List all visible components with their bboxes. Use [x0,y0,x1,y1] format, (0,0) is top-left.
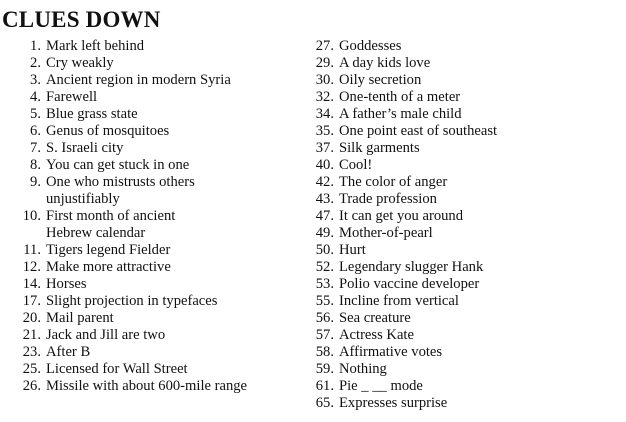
clue-item [312,361,497,378]
clue-number: 4. [30,89,41,105]
clue-text: Jack and Jill are two [46,327,166,343]
clue-item [312,395,497,412]
clue-number: 20. [22,310,41,326]
clue-text: Cool! [339,157,373,173]
clue-text: One-tenth of a meter [339,89,461,105]
clue-text: Polio vaccine developer [339,276,480,292]
clue-number: 30. [315,72,334,88]
clue-item [312,157,497,174]
clue-text: Affirmative votes [339,344,443,360]
clue-text: Hurt [339,242,366,258]
clue-number: 2. [30,55,41,71]
clue-text: Horses [46,276,87,292]
clue-number: 23. [22,344,41,360]
clue-item [312,140,497,157]
clue-number: 1. [30,38,41,54]
clue-number: 8. [30,157,41,173]
clue-text: Mother-of-pearl [339,225,433,241]
clue-text: Farewell [46,89,98,105]
clue-number: 49. [315,225,334,241]
clue-text: Missile with about 600-mile range [46,378,248,394]
clue-number: 6. [30,123,41,139]
clue-number: 32. [315,89,334,105]
clue-item [312,38,497,55]
clue-item [312,344,497,361]
clue-number: 52. [315,259,334,275]
clue-item [18,140,247,157]
clue-text: Tigers legend Fielder [46,242,171,258]
clue-item [18,361,247,378]
clue-number: 42. [315,174,334,190]
clue-number: 57. [315,327,334,343]
clue-number: 17. [22,293,41,309]
clue-item [18,242,247,259]
clue-text: Blue grass state [46,106,138,122]
clue-item [18,55,247,72]
clue-number: 29. [315,55,334,71]
clue-number: 7. [30,140,41,156]
clue-item [18,344,247,361]
clue-item [312,106,497,123]
clue-text: Sea creature [339,310,411,326]
clue-number: 50. [315,242,334,258]
clue-number: 43. [315,191,334,207]
clue-text: Silk garments [339,140,420,156]
clue-item [18,259,247,276]
clue-item [312,259,497,276]
clue-item [312,225,497,242]
clue-text: A day kids love [339,55,431,71]
clue-number: 61. [315,378,334,394]
clue-item [18,378,247,395]
clue-text: The color of anger [339,174,448,190]
clue-item [18,123,247,140]
clue-item [18,157,247,174]
clue-text: Legendary slugger Hank [339,259,484,275]
clue-text: Mail parent [46,310,114,326]
clue-number: 55. [315,293,334,309]
clue-text: Actress Kate [339,327,414,343]
clue-text: Make more attractive [46,259,171,275]
clue-item [312,208,497,225]
clue-text: Nothing [339,361,387,377]
clue-item [312,191,497,208]
clue-text: Pie _ __ mode [339,378,423,394]
clue-number: 40. [315,157,334,173]
clue-text: One who mistrusts others unjustifiably [46,174,195,207]
clue-number: 27. [315,38,334,54]
clue-item [312,72,497,89]
clue-item [18,310,247,327]
clue-item [18,293,247,310]
clue-text: Trade profession [339,191,437,207]
clue-item [312,378,497,395]
clue-number: 37. [315,140,334,156]
clue-number: 65. [315,395,334,411]
clue-number: 35. [315,123,334,139]
clue-item [18,327,247,344]
clue-item [312,276,497,293]
clue-number: 34. [315,106,334,122]
clue-item [18,106,247,123]
clue-number: 53. [315,276,334,292]
clue-item [18,89,247,106]
clue-item [18,208,247,242]
clue-text: Cry weakly [46,55,114,71]
clue-number: 14. [22,276,41,292]
clue-text: Incline from vertical [339,293,459,309]
clue-number: 3. [30,72,41,88]
clue-number: 21. [22,327,41,343]
clue-item [312,310,497,327]
clue-text: Ancient region in modern Syria [46,72,231,88]
clue-text: Expresses surprise [339,395,448,411]
clue-number: 5. [30,106,41,122]
right-clue-column [312,38,497,412]
clue-item [312,174,497,191]
clue-text: Mark left behind [46,38,145,54]
clue-item [312,55,497,72]
clue-text: One point east of southeast [339,123,498,139]
left-clue-column [18,38,247,395]
clue-number: 9. [30,174,41,190]
clue-number: 58. [315,344,334,360]
clue-text: First month of ancient Hebrew calendar [46,208,176,241]
clue-item [18,38,247,55]
clue-number: 11. [23,242,41,258]
clue-text: Genus of mosquitoes [46,123,170,139]
clue-text: It can get you around [339,208,464,224]
clue-number: 25. [22,361,41,377]
clue-text: S. Israeli city [46,140,124,156]
clue-item [312,327,497,344]
clue-item [312,89,497,106]
clue-item [18,72,247,89]
clue-item [18,276,247,293]
clue-item [312,242,497,259]
clue-number: 26. [22,378,41,394]
clue-text: Oily secretion [339,72,422,88]
clue-item [18,174,247,208]
clue-number: 56. [315,310,334,326]
page-title: CLUES DOWN [2,7,161,32]
clue-text: Slight projection in typefaces [46,293,218,309]
clue-item [312,123,497,140]
clue-item [312,293,497,310]
clue-text: After B [46,344,91,360]
clue-number: 12. [22,259,41,275]
clue-text: Goddesses [339,38,402,54]
clue-text: Licensed for Wall Street [46,361,188,377]
clue-number: 47. [315,208,334,224]
clue-text: You can get stuck in one [46,157,190,173]
clue-number: 10. [22,208,41,224]
clue-number: 59. [315,361,334,377]
clue-text: A father’s male child [339,106,462,122]
